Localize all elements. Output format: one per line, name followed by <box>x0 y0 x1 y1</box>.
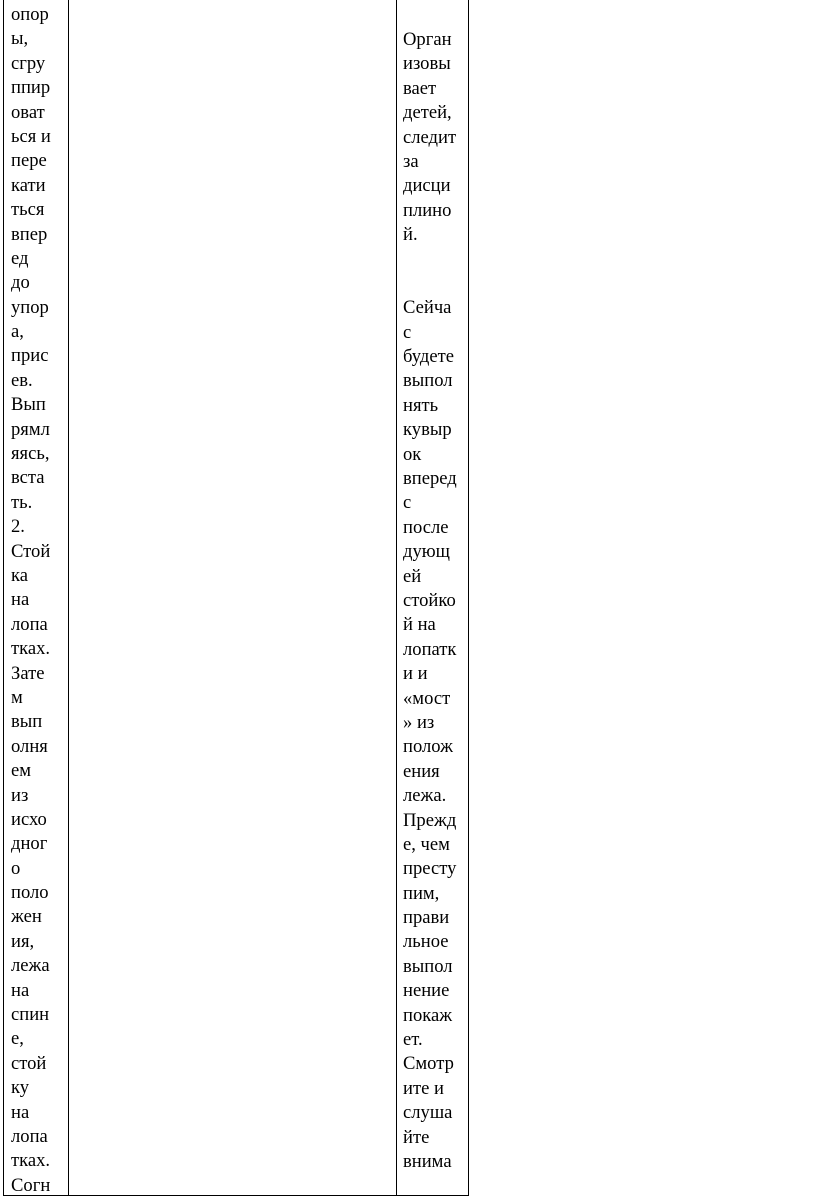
text-line: из <box>11 784 29 806</box>
text-line: ься и <box>11 125 51 147</box>
text-line: вперед <box>403 468 457 490</box>
text-line: кати <box>11 174 46 196</box>
teacher-activity-cell <box>403 28 457 1174</box>
exercise-description-cell <box>11 3 51 1198</box>
text-line: пим, <box>403 882 440 904</box>
text-line: ия, <box>11 930 35 952</box>
text-line: на <box>11 979 30 1001</box>
text-line: на <box>11 589 30 611</box>
text-line: пере <box>11 150 47 172</box>
text-line: льное <box>403 931 449 953</box>
text-line: Согн <box>11 1174 51 1196</box>
text-line: после <box>403 516 449 538</box>
text-line: лежа. <box>403 785 447 807</box>
text-line: м <box>11 686 23 708</box>
text-line: днoг <box>11 833 48 855</box>
text-line: лопа <box>11 1125 48 1147</box>
text-line: Зате <box>11 662 45 684</box>
text-line: кувыр <box>403 419 452 441</box>
text-line: » из <box>403 711 435 733</box>
text-line: спин <box>11 1004 50 1026</box>
text-line: ку <box>11 1077 30 1099</box>
column-divider-2 <box>396 0 397 1196</box>
text-line: Стой <box>11 540 51 562</box>
text-line: поло <box>11 882 49 904</box>
text-line: до <box>11 272 30 294</box>
text-line: плино <box>403 199 452 221</box>
text-line: ет. <box>403 1029 423 1051</box>
text-line: лопа <box>11 613 48 635</box>
text-line: нять <box>403 394 439 416</box>
text-line: прави <box>403 907 450 929</box>
text-line: будете <box>403 346 454 368</box>
text-line: Вып <box>11 394 46 416</box>
text-line: рямл <box>11 418 50 440</box>
text-line: вает <box>403 77 437 99</box>
text-line: олня <box>11 735 48 757</box>
text-line: следит <box>403 126 457 148</box>
text-line: оват <box>11 101 45 123</box>
text-line: тках. <box>11 1150 51 1172</box>
text-line: сгру <box>11 52 46 74</box>
text-line: полож <box>403 736 453 758</box>
text-line: упор <box>11 296 49 318</box>
text-line: стойко <box>403 590 456 611</box>
text-line: ть. <box>11 491 33 513</box>
text-line: ед <box>11 247 29 269</box>
text-line: на <box>11 1101 30 1123</box>
text-line: слуша <box>403 1102 453 1124</box>
text-line: ей <box>403 565 422 587</box>
text-line: вып <box>11 711 43 733</box>
text-line: впер <box>11 223 48 245</box>
text-line: тках. <box>11 638 51 660</box>
text-line: опор <box>11 4 49 25</box>
text-line: ться <box>11 199 45 221</box>
text-line: й на <box>403 614 436 636</box>
text-line: йте <box>403 1126 430 1148</box>
text-line: выпол <box>403 370 453 392</box>
text-line: 2. <box>11 516 25 538</box>
text-line: лежа <box>11 955 50 977</box>
text-line: а, <box>11 321 24 343</box>
text-line: ка <box>11 564 29 586</box>
text-line: и и <box>403 663 428 685</box>
text-line: ы, <box>11 28 29 50</box>
text-line: изовы <box>403 53 451 75</box>
text-line: исхо <box>11 808 47 830</box>
text-line: с <box>403 492 412 514</box>
paragraph-gap <box>403 248 457 297</box>
text-line: дисци <box>403 175 451 197</box>
text-line: стой <box>11 1052 47 1074</box>
text-line: е, <box>11 1028 24 1050</box>
text-line: с <box>403 321 412 343</box>
text-line: вста <box>11 467 45 489</box>
text-line: жен <box>11 906 42 928</box>
text-line: Орган <box>403 29 452 50</box>
text-line: детей, <box>403 102 452 124</box>
text-line: ите и <box>403 1077 444 1099</box>
text-line: й. <box>403 224 418 246</box>
lesson-table <box>3 0 469 1196</box>
text-line: ения <box>403 760 440 782</box>
text-line: ок <box>403 443 422 465</box>
text-line: за <box>403 150 419 172</box>
text-line: внима <box>403 1150 452 1172</box>
text-line: о <box>11 857 21 879</box>
text-line: яясь, <box>11 443 50 465</box>
text-line: ев. <box>11 369 33 391</box>
text-line: престу <box>403 858 457 880</box>
text-line: дующ <box>403 541 450 563</box>
text-line: ем <box>11 760 32 782</box>
text-line: ппир <box>11 77 51 99</box>
text-line: прис <box>11 345 49 367</box>
text-line: «мост <box>403 687 451 709</box>
text-line: Смотр <box>403 1053 454 1075</box>
text-line: Прежд <box>403 809 457 831</box>
text-line: лопатк <box>403 638 457 660</box>
column-divider-1 <box>68 0 69 1196</box>
text-line: покаж <box>403 1004 453 1026</box>
text-line: нение <box>403 980 450 1002</box>
text-line: е, чем <box>403 833 450 855</box>
text-line: Сейча <box>403 297 452 319</box>
text-line: выпол <box>403 955 453 977</box>
